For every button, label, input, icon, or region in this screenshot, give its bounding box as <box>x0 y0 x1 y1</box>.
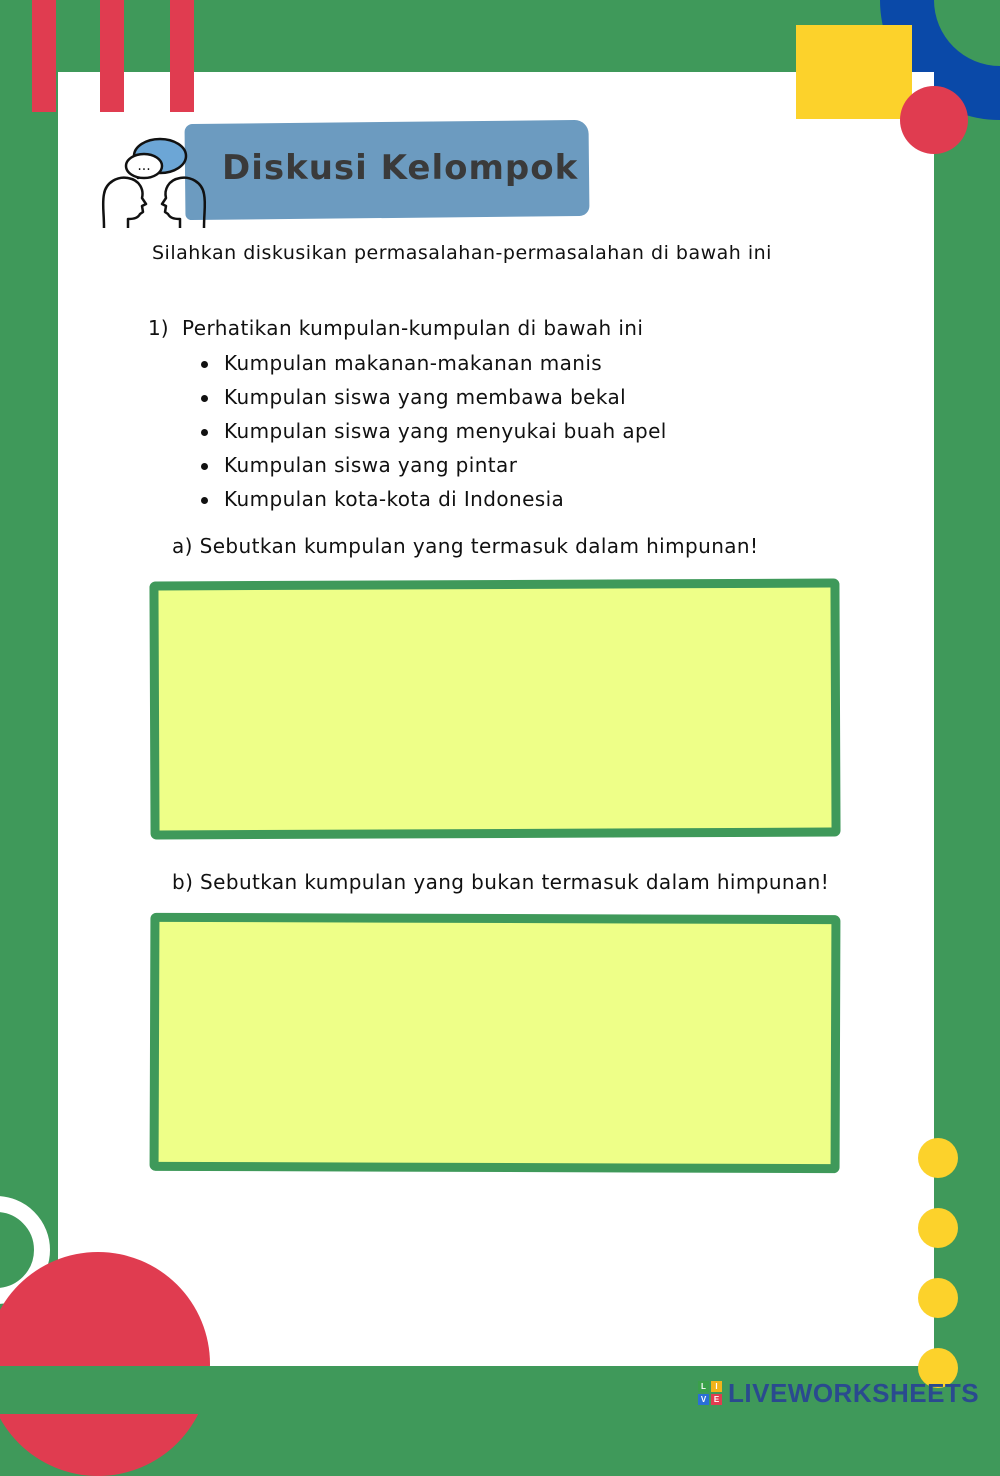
discussion-heads-icon <box>98 136 210 232</box>
red-circle-decoration <box>900 86 968 154</box>
red-stripe-right <box>170 0 194 112</box>
list-item: Kumpulan kota-kota di Indonesia <box>200 486 667 520</box>
page-title: Diskusi Kelompok <box>222 148 579 188</box>
red-stripe-left <box>32 0 56 112</box>
yellow-dot-decoration <box>918 1208 958 1248</box>
answer-box-a[interactable] <box>149 578 840 839</box>
liveworksheets-logo-icon: L I V E <box>698 1381 722 1405</box>
yellow-dot-decoration <box>918 1138 958 1178</box>
watermark-text: LIVEWORKSHEETS <box>728 1377 980 1408</box>
question-part-b: b) Sebutkan kumpulan yang bukan termasuk dalam himpunan! <box>172 870 830 894</box>
answer-box-b[interactable] <box>150 913 841 1173</box>
liveworksheets-watermark <box>698 1378 979 1408</box>
chat-dots: ... <box>137 158 151 174</box>
red-quarter-circle-decoration <box>0 1252 210 1476</box>
instructions-text: Silahkan diskusikan permasalahan-permasalahan di bawah ini <box>152 242 772 264</box>
yellow-dot-decoration <box>918 1278 958 1318</box>
list-item: Kumpulan makanan-makanan manis <box>200 350 667 384</box>
question-part-a: a) Sebutkan kumpulan yang termasuk dalam himpunan! <box>172 534 759 558</box>
question-number: 1) <box>148 316 169 340</box>
red-stripe-middle <box>100 0 124 112</box>
list-item: Kumpulan siswa yang membawa bekal <box>200 384 667 418</box>
bullet-list <box>200 350 667 520</box>
list-item: Kumpulan siswa yang pintar <box>200 452 667 486</box>
yellow-square-decoration <box>796 25 912 119</box>
question-text: Perhatikan kumpulan-kumpulan di bawah ini <box>182 316 644 340</box>
list-item: Kumpulan siswa yang menyukai buah apel <box>200 418 667 452</box>
